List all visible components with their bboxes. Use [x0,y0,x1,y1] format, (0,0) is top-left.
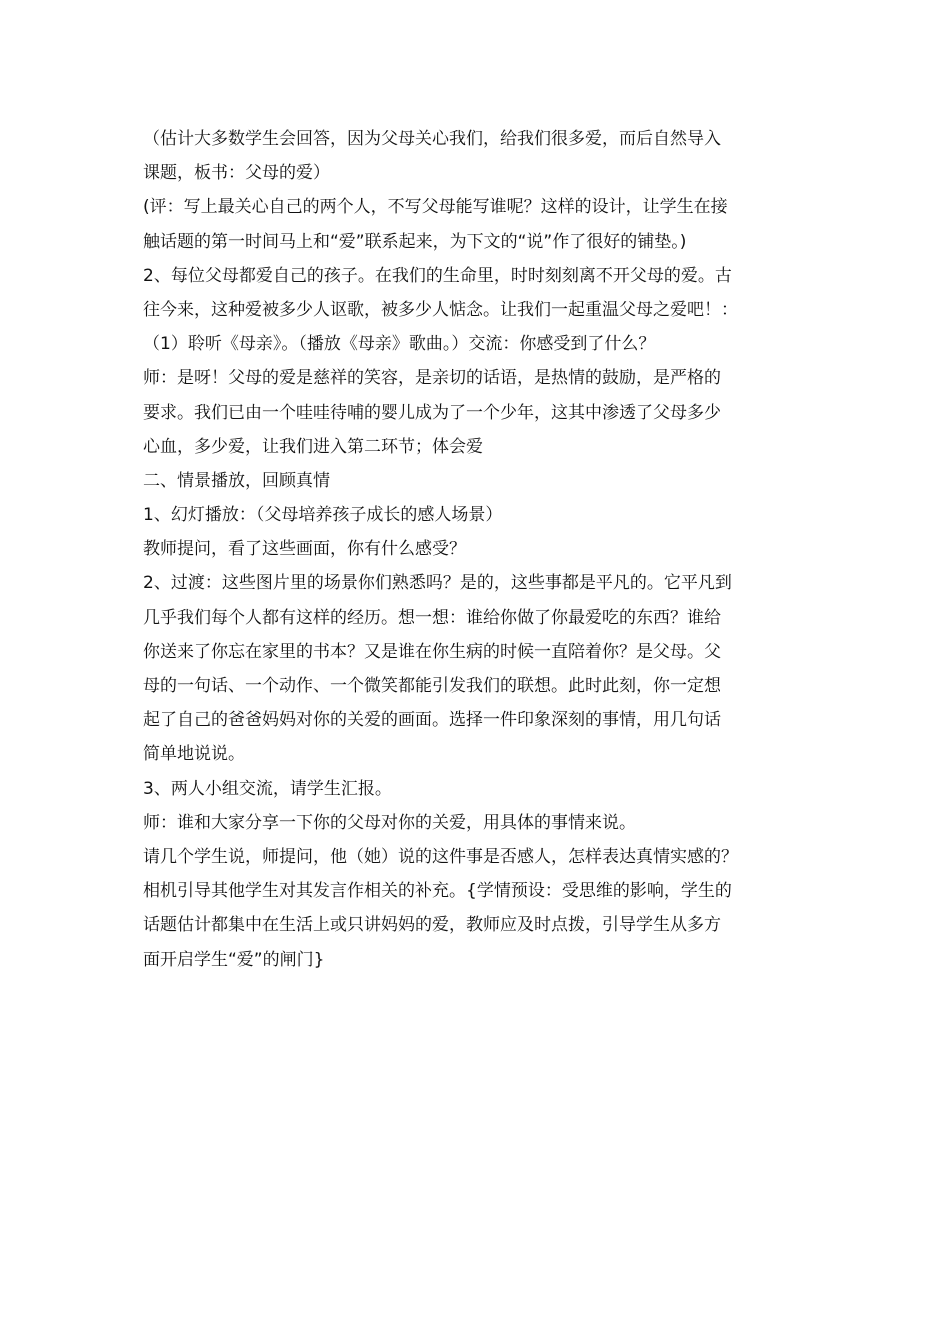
text-line-8: 师：是呀！父母的爱是慈祥的笑容，是亲切的话语，是热情的鼓励，是严格的 [143,368,721,389]
text-line-15: 几乎我们每个人都有这样的经历。想一想：谁给你做了你最爱吃的东西？谁给 [143,607,721,628]
text-line-16: 你送来了你忘在家里的书本？又是谁在你生病的时候一直陪着你？是父母。父 [143,641,721,662]
text-line-1: （估计大多数学生会回答，因为父母关心我们，给我们很多爱，而后自然导入 [143,129,721,149]
text-line-7: （1）聆听《母亲》。（播放《母亲》歌曲。）交流：你感受到了什么？ [143,334,656,355]
document-body [143,122,813,977]
text-line-18: 起了自己的爸爸妈妈对你的关爱的画面。选择一件印象深刻的事情，用几句话 [143,710,721,731]
text-line-20: 3、两人小组交流，请学生汇报。 [143,778,392,799]
text-line-17: 母的一句话、一个动作、一个微笑都能引发我们的联想。此时此刻，你一定想 [143,676,721,696]
section-heading: 二、情景播放，回顾真情 [143,470,330,491]
text-line-2: 课题，板书：父母的爱） [143,163,330,184]
text-line-10: 心血，多少爱，让我们进入第二环节；体会爱 [143,436,483,457]
text-line-13: 教师提问，看了这些画面，你有什么感受？ [143,539,466,560]
text-line-5: 2、每位父母都爱自己的孩子。在我们的生命里，时时刻刻离不开父母的爱。古 [143,265,732,286]
text-line-12: 1、幻灯播放：（父母培养孩子成长的感人场景） [143,505,503,526]
text-line-25: 面开启学生“爱”的闸门} [143,949,325,970]
text-line-21: 师：谁和大家分享一下你的父母对你的关爱，用具体的事情来说。 [143,812,636,833]
text-line-22: 请几个学生说，师提问，他（她）说的这件事是否感人，怎样表达真情实感的？ [143,846,738,867]
text-line-19: 简单地说说。 [143,744,245,765]
text-line-14: 2、过渡：这些图片里的场景你们熟悉吗？是的，这些事都是平凡的。它平凡到 [143,573,732,594]
text-line-3: (评：写上最关心自己的两个人，不写父母能写谁呢？这样的设计，让学生在接 [143,197,728,218]
text-line-24: 话题估计都集中在生活上或只讲妈妈的爱，教师应及时点拨，引导学生从多方 [143,915,721,936]
text-line-4: 触话题的第一时间马上和“爱”联系起来，为下文的“说”作了很好的铺垫。) [143,231,687,252]
text-line-23: 相机引导其他学生对其发言作相关的补充。{学情预设：受思维的影响，学生的 [143,881,732,902]
text-line-6: 往今来，这种爱被多少人讴歌，被多少人惦念。让我们一起重温父母之爱吧！： [143,299,738,320]
text-line-9: 要求。我们已由一个哇哇待哺的婴儿成为了一个少年，这其中渗透了父母多少 [143,402,721,423]
